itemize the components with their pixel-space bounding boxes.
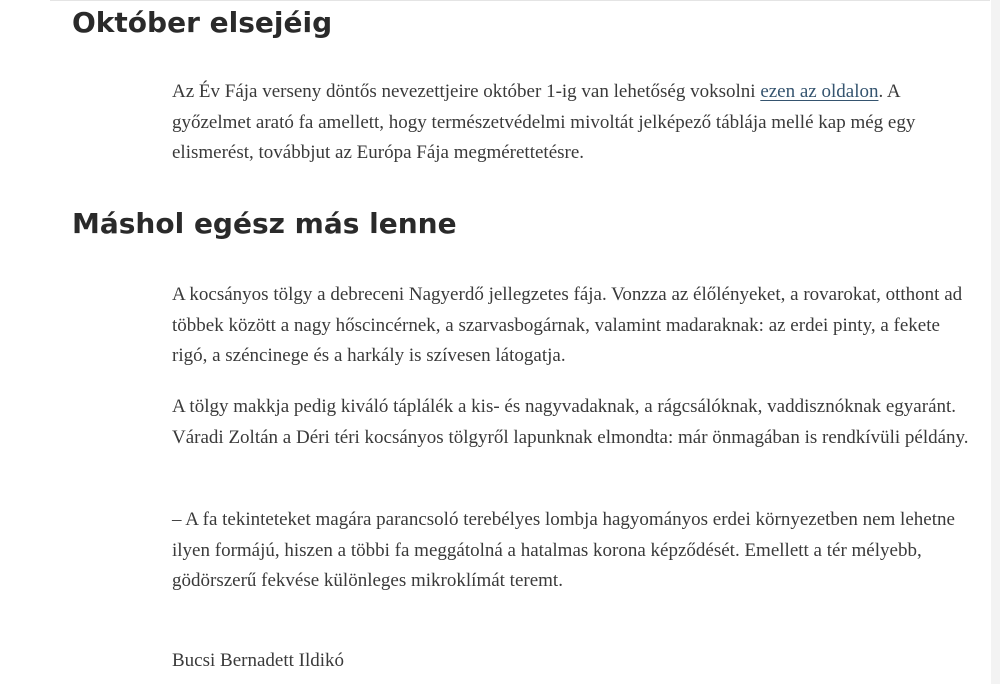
scrollbar-track[interactable] xyxy=(991,0,1000,684)
paragraph-text: . A győzelmet arató fa amellett, hogy természetvédelmi mivoltát jelképező táblája mellé kap még egy elismerést, továbbjut az Európa Fája megmérettetésre. xyxy=(172,81,916,163)
article-paragraph-voting xyxy=(172,77,972,169)
article-paragraph-quote: – A fa tekinteteket magára parancsoló terebélyes lombja hagyományos erdei környezetben nem lehetne ilyen formájú, hiszen a többi fa meggátolná a hatalmas korona képződését. Emellett a tér mélyebb, gödörszerű fekvése különleges mikroklímát teremt. xyxy=(172,509,955,591)
paragraph-text: Az Év Fája verseny döntős nevezettjeire október 1-ig van lehetőség voksolni xyxy=(172,81,761,102)
article-paragraph: A kocsányos tölgy a debreceni Nagyerdő jellegzetes fája. Vonzza az élőlényeket, a rovarokat, otthont ad többek között a nagy hőscincérnek, a szarvasbogárnak, valamint madaraknak: az erdei pinty, a fekete rigó, a széncinege és a harkály is szívesen látogatja. xyxy=(172,284,963,366)
article-paragraph: A tölgy makkja pedig kiváló táplálék a kis- és nagyvadaknak, a rágcsálóknak, vaddisznóknak egyaránt. Váradi Zoltán a Déri téri kocsányos tölgyről lapunknak elmondta: már önmagában is rendkívüli példány. xyxy=(172,396,969,448)
vote-page-link[interactable]: ezen az oldalon xyxy=(760,81,879,102)
section-heading-mashol: Máshol egész más lenne xyxy=(72,207,457,240)
section-heading-oktober: Október elsejéig xyxy=(72,6,333,39)
top-divider xyxy=(50,0,990,1)
article-author: Bucsi Bernadett Ildikó xyxy=(172,650,345,671)
